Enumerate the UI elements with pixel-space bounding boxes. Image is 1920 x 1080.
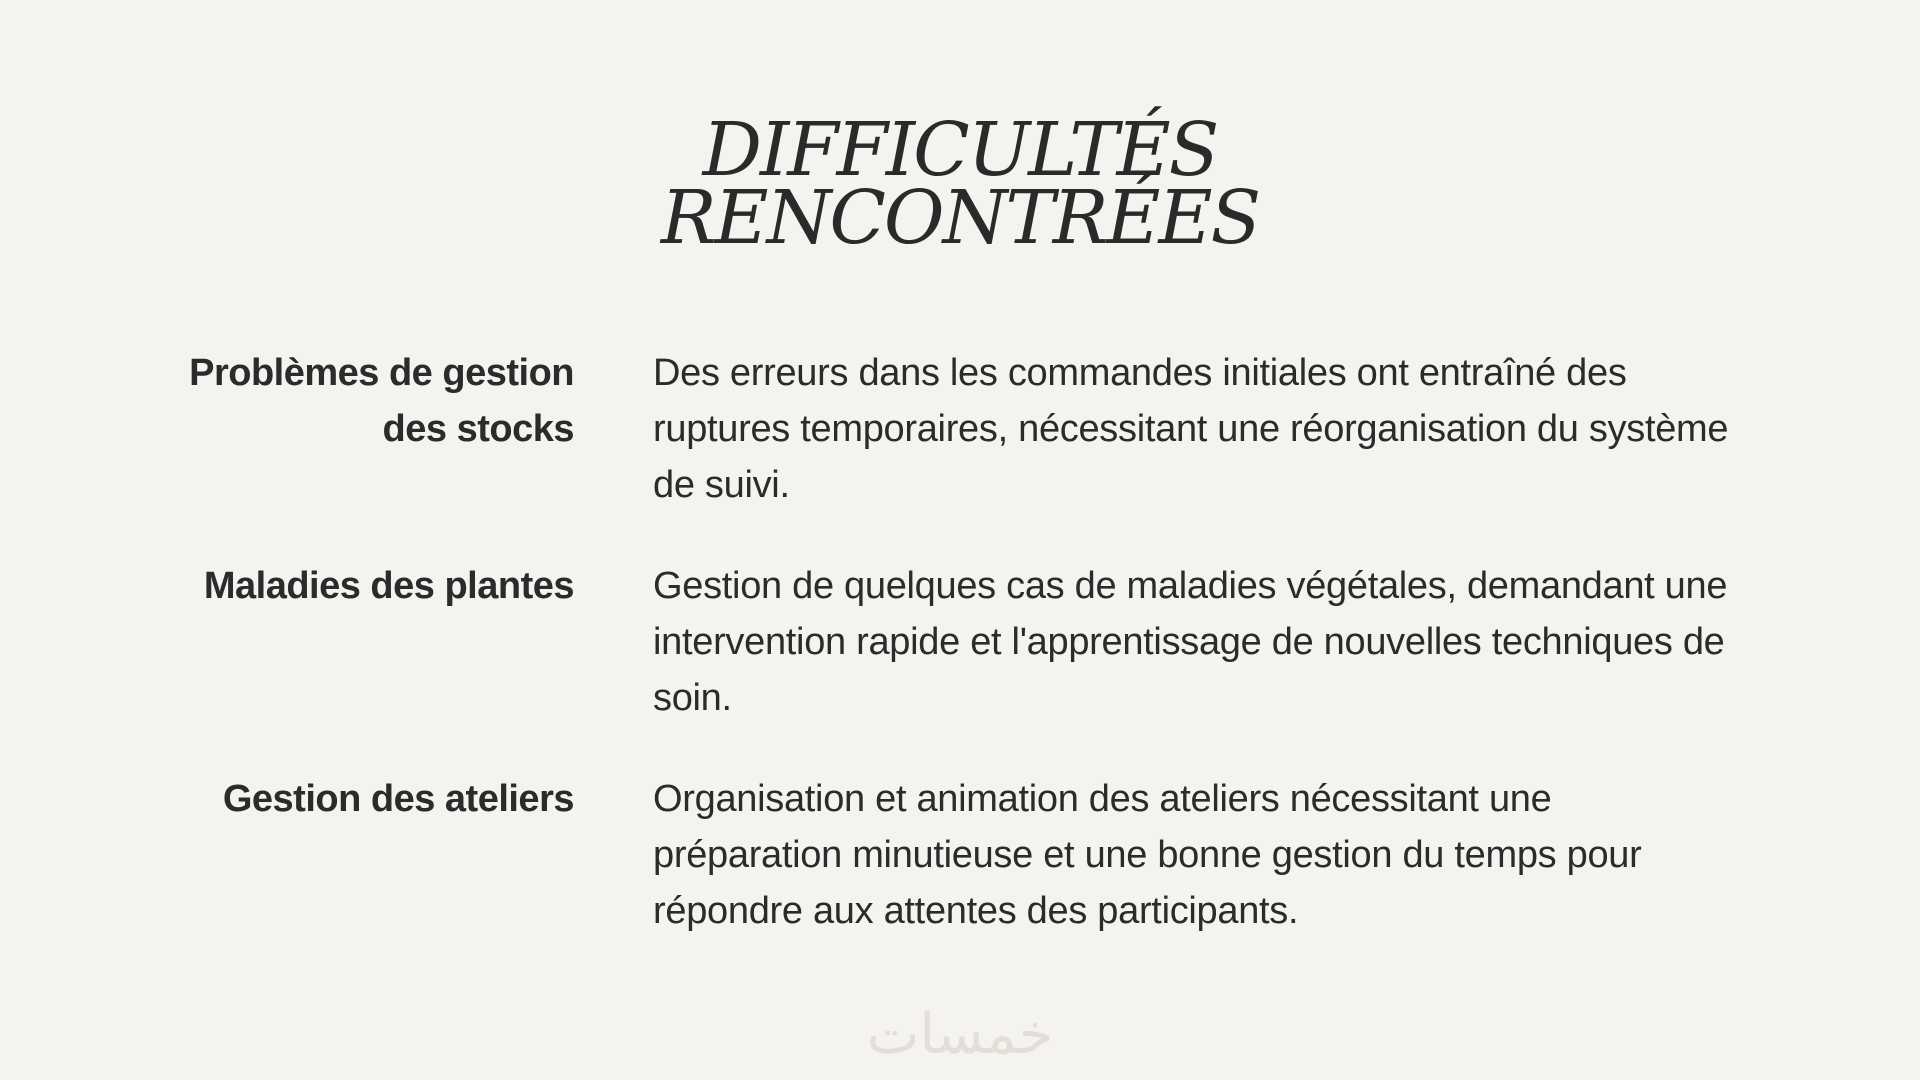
difficulty-label: Maladies des plantes <box>203 565 574 607</box>
page-title-line-1: DIFFICULTÉS <box>702 107 1218 193</box>
watermark-logo: خمسات <box>866 1002 1054 1067</box>
difficulty-item-workshops <box>0 771 1920 984</box>
difficulty-description: Organisation et animation des ateliers nécessitant une préparation minutieuse et une bonne gestion du temps pour répondre aux attentes des participants. <box>653 778 1642 932</box>
difficulty-label: Gestion des ateliers <box>222 778 574 820</box>
difficulties-list <box>0 345 1920 984</box>
difficulty-item-stocks <box>0 345 1920 558</box>
difficulty-item-plants <box>0 558 1920 771</box>
page-title-line-2: RENCONTRÉES <box>660 175 1260 261</box>
difficulty-description: Gestion de quelques cas de maladies végétales, demandant une intervention rapide et l'apprentissage de nouvelles techniques de soin. <box>653 565 1728 719</box>
difficulty-description: Des erreurs dans les commandes initiales ont entraîné des ruptures temporaires, nécessitant une réorganisation du système de suivi. <box>653 352 1729 506</box>
difficulty-label: Problèmes de gestion des stocks <box>189 352 574 450</box>
page-title <box>0 107 1920 261</box>
